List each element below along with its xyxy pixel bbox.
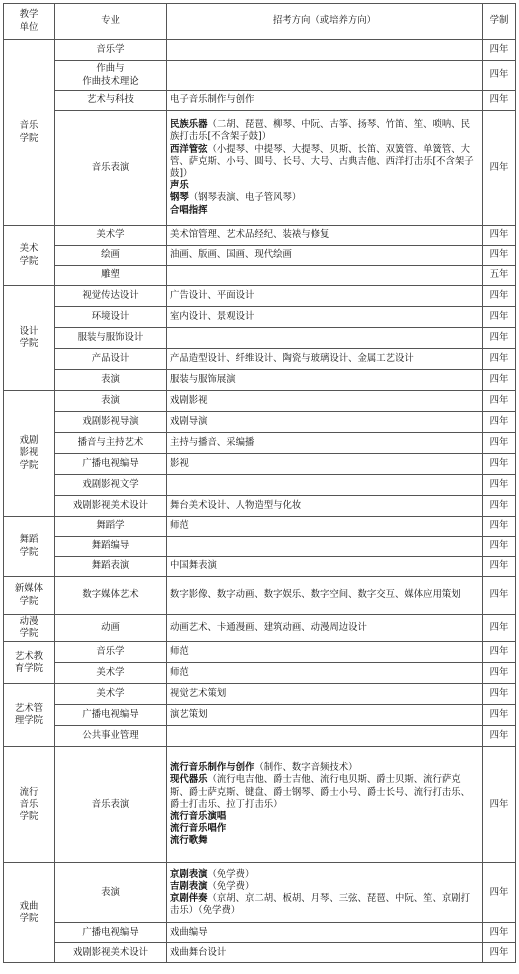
- direction-cell: [167, 40, 483, 61]
- direction-cell: [167, 663, 483, 684]
- direction-detail: 广告设计、平面设计: [170, 289, 255, 301]
- table-row: [4, 475, 516, 496]
- direction-line: [170, 927, 479, 939]
- direction-cell: [167, 577, 483, 615]
- direction-cell: [167, 863, 483, 923]
- major-cell: 广播电视编导: [55, 923, 167, 943]
- direction-cell: [167, 286, 483, 307]
- duration-cell: 四年: [483, 307, 516, 328]
- direction-detail: （京胡、京二胡、板胡、月琴、三弦、琵琶、中阮、笙、京剧打击乐）（免学费）: [170, 892, 471, 917]
- table-row: [4, 684, 516, 705]
- duration-cell: 四年: [483, 349, 516, 370]
- direction-cell: [167, 307, 483, 328]
- table-row: [4, 349, 516, 370]
- table-row: [4, 226, 516, 246]
- direction-line: [170, 560, 479, 572]
- table-row: [4, 391, 516, 412]
- duration-cell: 四年: [483, 226, 516, 246]
- enrollment-table: [3, 3, 516, 963]
- direction-cell: [167, 517, 483, 537]
- table-row: [4, 747, 516, 863]
- direction-category: 现代器乐: [170, 774, 208, 786]
- duration-cell: 四年: [483, 454, 516, 475]
- direction-detail: （免学费）: [207, 868, 255, 880]
- direction-cell: [167, 370, 483, 391]
- table-row: [4, 496, 516, 517]
- major-cell: 公共事业管理: [55, 726, 167, 747]
- major-cell: 美术学: [55, 226, 167, 246]
- major-cell: 表演: [55, 863, 167, 923]
- major-cell: 数字媒体艺术: [55, 577, 167, 615]
- direction-detail: 戏剧导演: [170, 415, 208, 427]
- table-row: [4, 517, 516, 537]
- direction-line: [170, 823, 479, 835]
- major-cell: 美术学: [55, 663, 167, 684]
- duration-cell: 四年: [483, 923, 516, 943]
- duration-cell: 四年: [483, 726, 516, 747]
- direction-line: [170, 180, 479, 192]
- direction-cell: [167, 226, 483, 246]
- header-duration: 学制: [483, 4, 516, 40]
- duration-cell: 四年: [483, 496, 516, 517]
- table-row: [4, 433, 516, 454]
- direction-category: 钢琴: [170, 192, 189, 204]
- direction-category: 流行音乐演唱: [170, 811, 227, 823]
- direction-line: [170, 205, 479, 217]
- direction-cell: [167, 246, 483, 266]
- direction-cell: [167, 557, 483, 577]
- direction-detail: 美术馆管理、艺术品经纪、装裱与修复: [170, 229, 330, 241]
- direction-line: [170, 869, 479, 881]
- table-row: [4, 307, 516, 328]
- table-row: [4, 557, 516, 577]
- table-row: [4, 111, 516, 226]
- major-cell: 播音与主持艺术: [55, 433, 167, 454]
- duration-cell: 四年: [483, 91, 516, 111]
- major-cell: 美术学: [55, 684, 167, 705]
- table-row: [4, 91, 516, 111]
- direction-cell: [167, 615, 483, 642]
- direction-detail: 戏曲舞台设计: [170, 946, 227, 958]
- major-cell: 舞蹈表演: [55, 557, 167, 577]
- direction-detail: 戏剧影视: [170, 394, 208, 406]
- direction-category: 流行音乐制作与创作: [170, 762, 255, 774]
- enrollment-table-wrapper: [3, 3, 515, 963]
- major-cell: 舞蹈编导: [55, 537, 167, 557]
- unit-cell: 艺术管 理学院: [4, 684, 55, 747]
- direction-cell: [167, 266, 483, 286]
- direction-cell: [167, 943, 483, 963]
- direction-line: [170, 416, 479, 428]
- direction-detail: （二胡、琵琶、柳琴、中阮、古筝、扬琴、竹笛、笙、唢呐、民族打击乐[不含架子鼓]）: [170, 119, 471, 143]
- major-cell: 戏剧影视文学: [55, 475, 167, 496]
- direction-cell: [167, 496, 483, 517]
- major-cell: 音乐表演: [55, 111, 167, 226]
- direction-detail: （流行电吉他、爵士吉他、流行电贝斯、爵士贝斯、流行萨克斯、爵士萨克斯、键盘、爵士钢琴、爵士小号、爵士长号、流行打击乐、爵士打击乐、拉丁打击乐）: [170, 774, 471, 810]
- direction-detail: 舞台美术设计、人物造型与化妆: [170, 499, 302, 511]
- duration-cell: 四年: [483, 863, 516, 923]
- duration-cell: 四年: [483, 943, 516, 963]
- direction-line: [170, 709, 479, 721]
- table-row: [4, 40, 516, 61]
- table-row: [4, 412, 516, 433]
- direction-category: 民族乐器: [170, 119, 208, 131]
- direction-cell: [167, 412, 483, 433]
- table-row: [4, 266, 516, 286]
- major-cell: 戏剧影视美术设计: [55, 943, 167, 963]
- direction-cell: [167, 454, 483, 475]
- direction-detail: 视觉艺术策划: [170, 688, 227, 700]
- direction-cell: [167, 433, 483, 454]
- major-cell: 动画: [55, 615, 167, 642]
- direction-line: [170, 835, 479, 847]
- direction-category: 流行歌舞: [170, 835, 208, 847]
- direction-line: [170, 947, 479, 959]
- direction-cell: [167, 705, 483, 726]
- direction-line: [170, 229, 479, 241]
- direction-detail: 室内设计、景观设计: [170, 310, 255, 322]
- duration-cell: 四年: [483, 111, 516, 226]
- direction-detail: 师范: [170, 646, 189, 658]
- table-row: [4, 726, 516, 747]
- direction-cell: [167, 328, 483, 349]
- direction-line: [170, 762, 479, 774]
- unit-cell: 美术 学院: [4, 226, 55, 286]
- direction-cell: [167, 349, 483, 370]
- direction-line: [170, 622, 479, 634]
- major-cell: 环境设计: [55, 307, 167, 328]
- major-cell: 作曲与 作曲技术理论: [55, 61, 167, 91]
- direction-line: [170, 290, 479, 302]
- direction-line: [170, 249, 479, 261]
- table-row: [4, 61, 516, 91]
- table-row: [4, 705, 516, 726]
- direction-detail: 电子音乐制作与创作: [170, 94, 255, 106]
- major-cell: 雕塑: [55, 266, 167, 286]
- direction-line: [170, 119, 479, 143]
- direction-detail: （小提琴、中提琴、大提琴、贝斯、长笛、双簧管、单簧管、大管、萨克斯、小号、圆号、长号、大号、古典吉他、西洋打击乐[不含架子鼓]）: [170, 143, 474, 179]
- direction-line: [170, 881, 479, 893]
- direction-cell: [167, 391, 483, 412]
- direction-line: [170, 520, 479, 532]
- direction-line: [170, 458, 479, 470]
- direction-detail: 戏曲编导: [170, 926, 208, 938]
- direction-category: 吉剧表演: [170, 880, 208, 892]
- direction-detail: 主持与播音、采编播: [170, 436, 255, 448]
- major-cell: 艺术与科技: [55, 91, 167, 111]
- unit-cell: 流行 音乐 学院: [4, 747, 55, 863]
- duration-cell: 五年: [483, 266, 516, 286]
- major-cell: 产品设计: [55, 349, 167, 370]
- header-major: 专业: [55, 4, 167, 40]
- major-cell: 音乐表演: [55, 747, 167, 863]
- duration-cell: 四年: [483, 61, 516, 91]
- direction-detail: 师范: [170, 520, 189, 532]
- major-cell: 表演: [55, 391, 167, 412]
- direction-line: [170, 774, 479, 811]
- direction-cell: [167, 475, 483, 496]
- direction-line: [170, 667, 479, 679]
- table-row: [4, 328, 516, 349]
- duration-cell: 四年: [483, 557, 516, 577]
- direction-line: [170, 94, 479, 106]
- duration-cell: 四年: [483, 246, 516, 266]
- direction-category: 流行音乐唱作: [170, 823, 227, 835]
- table-row: [4, 577, 516, 615]
- direction-cell: [167, 91, 483, 111]
- direction-detail: 油画、版画、国画、现代绘画: [170, 249, 292, 261]
- table-row: [4, 863, 516, 923]
- duration-cell: 四年: [483, 433, 516, 454]
- direction-cell: [167, 684, 483, 705]
- major-cell: 音乐学: [55, 40, 167, 61]
- table-row: [4, 663, 516, 684]
- direction-category: 京剧伴奏: [170, 892, 208, 904]
- duration-cell: 四年: [483, 705, 516, 726]
- duration-cell: 四年: [483, 663, 516, 684]
- major-cell: 戏剧影视美术设计: [55, 496, 167, 517]
- direction-detail: 数字影像、数字动画、数字娱乐、数字空间、数字交互、媒体应用策划: [170, 589, 461, 601]
- table-row: [4, 246, 516, 266]
- direction-detail: （免学费）: [207, 880, 255, 892]
- unit-cell: 动漫 学院: [4, 615, 55, 642]
- major-cell: 戏剧影视导演: [55, 412, 167, 433]
- direction-line: [170, 688, 479, 700]
- duration-cell: 四年: [483, 517, 516, 537]
- unit-cell: 新媒体 学院: [4, 577, 55, 615]
- direction-cell: [167, 747, 483, 863]
- direction-cell: [167, 537, 483, 557]
- unit-cell: 舞蹈 学院: [4, 517, 55, 577]
- direction-line: [170, 589, 479, 601]
- table-row: [4, 923, 516, 943]
- duration-cell: 四年: [483, 642, 516, 663]
- direction-line: [170, 437, 479, 449]
- table-row: [4, 537, 516, 557]
- direction-detail: 产品造型设计、纤维设计、陶瓷与玻璃设计、金属工艺设计: [170, 352, 414, 364]
- table-header-row: [4, 4, 516, 40]
- unit-cell: 设计 学院: [4, 286, 55, 391]
- header-unit: 教学 单位: [4, 4, 55, 40]
- duration-cell: 四年: [483, 286, 516, 307]
- duration-cell: 四年: [483, 370, 516, 391]
- direction-category: 京剧表演: [170, 868, 208, 880]
- direction-cell: [167, 642, 483, 663]
- direction-cell: [167, 61, 483, 91]
- major-cell: 舞蹈学: [55, 517, 167, 537]
- direction-detail: 师范: [170, 667, 189, 679]
- duration-cell: 四年: [483, 684, 516, 705]
- duration-cell: 四年: [483, 615, 516, 642]
- table-row: [4, 454, 516, 475]
- duration-cell: 四年: [483, 475, 516, 496]
- direction-line: [170, 893, 479, 917]
- direction-category: 合唱指挥: [170, 204, 208, 216]
- major-cell: 视觉传达设计: [55, 286, 167, 307]
- direction-detail: 影视: [170, 457, 189, 469]
- unit-cell: 艺术教 育学院: [4, 642, 55, 684]
- direction-line: [170, 192, 479, 204]
- direction-detail: 动画艺术、卡通漫画、建筑动画、动漫周边设计: [170, 622, 367, 634]
- duration-cell: 四年: [483, 577, 516, 615]
- duration-cell: 四年: [483, 40, 516, 61]
- direction-line: [170, 811, 479, 823]
- direction-line: [170, 374, 479, 386]
- direction-cell: [167, 923, 483, 943]
- major-cell: 广播电视编导: [55, 705, 167, 726]
- direction-detail: 服装与服饰展演: [170, 373, 236, 385]
- direction-cell: [167, 111, 483, 226]
- direction-category: 西洋管弦: [170, 143, 208, 155]
- direction-line: [170, 144, 479, 181]
- table-row: [4, 286, 516, 307]
- unit-cell: 音乐 学院: [4, 40, 55, 226]
- direction-detail: 中国舞表演: [170, 560, 217, 572]
- direction-line: [170, 353, 479, 365]
- table-row: [4, 615, 516, 642]
- duration-cell: 四年: [483, 328, 516, 349]
- duration-cell: 四年: [483, 537, 516, 557]
- duration-cell: 四年: [483, 747, 516, 863]
- major-cell: 音乐学: [55, 642, 167, 663]
- duration-cell: 四年: [483, 391, 516, 412]
- direction-cell: [167, 726, 483, 747]
- direction-line: [170, 395, 479, 407]
- table-row: [4, 943, 516, 963]
- header-direction: 招考方向（或培养方向）: [167, 4, 483, 40]
- major-cell: 服装与服饰设计: [55, 328, 167, 349]
- direction-line: [170, 646, 479, 658]
- unit-cell: 戏曲 学院: [4, 863, 55, 963]
- table-row: [4, 642, 516, 663]
- major-cell: 绘画: [55, 246, 167, 266]
- direction-detail: 演艺策划: [170, 709, 208, 721]
- major-cell: 表演: [55, 370, 167, 391]
- table-row: [4, 370, 516, 391]
- direction-detail: （制作、数字音频技术）: [254, 762, 358, 774]
- unit-cell: 戏剧 影视 学院: [4, 391, 55, 517]
- duration-cell: 四年: [483, 412, 516, 433]
- direction-line: [170, 500, 479, 512]
- direction-category: 声乐: [170, 180, 189, 192]
- direction-detail: （钢琴表演、电子管风琴）: [188, 192, 302, 204]
- major-cell: 广播电视编导: [55, 454, 167, 475]
- direction-line: [170, 311, 479, 323]
